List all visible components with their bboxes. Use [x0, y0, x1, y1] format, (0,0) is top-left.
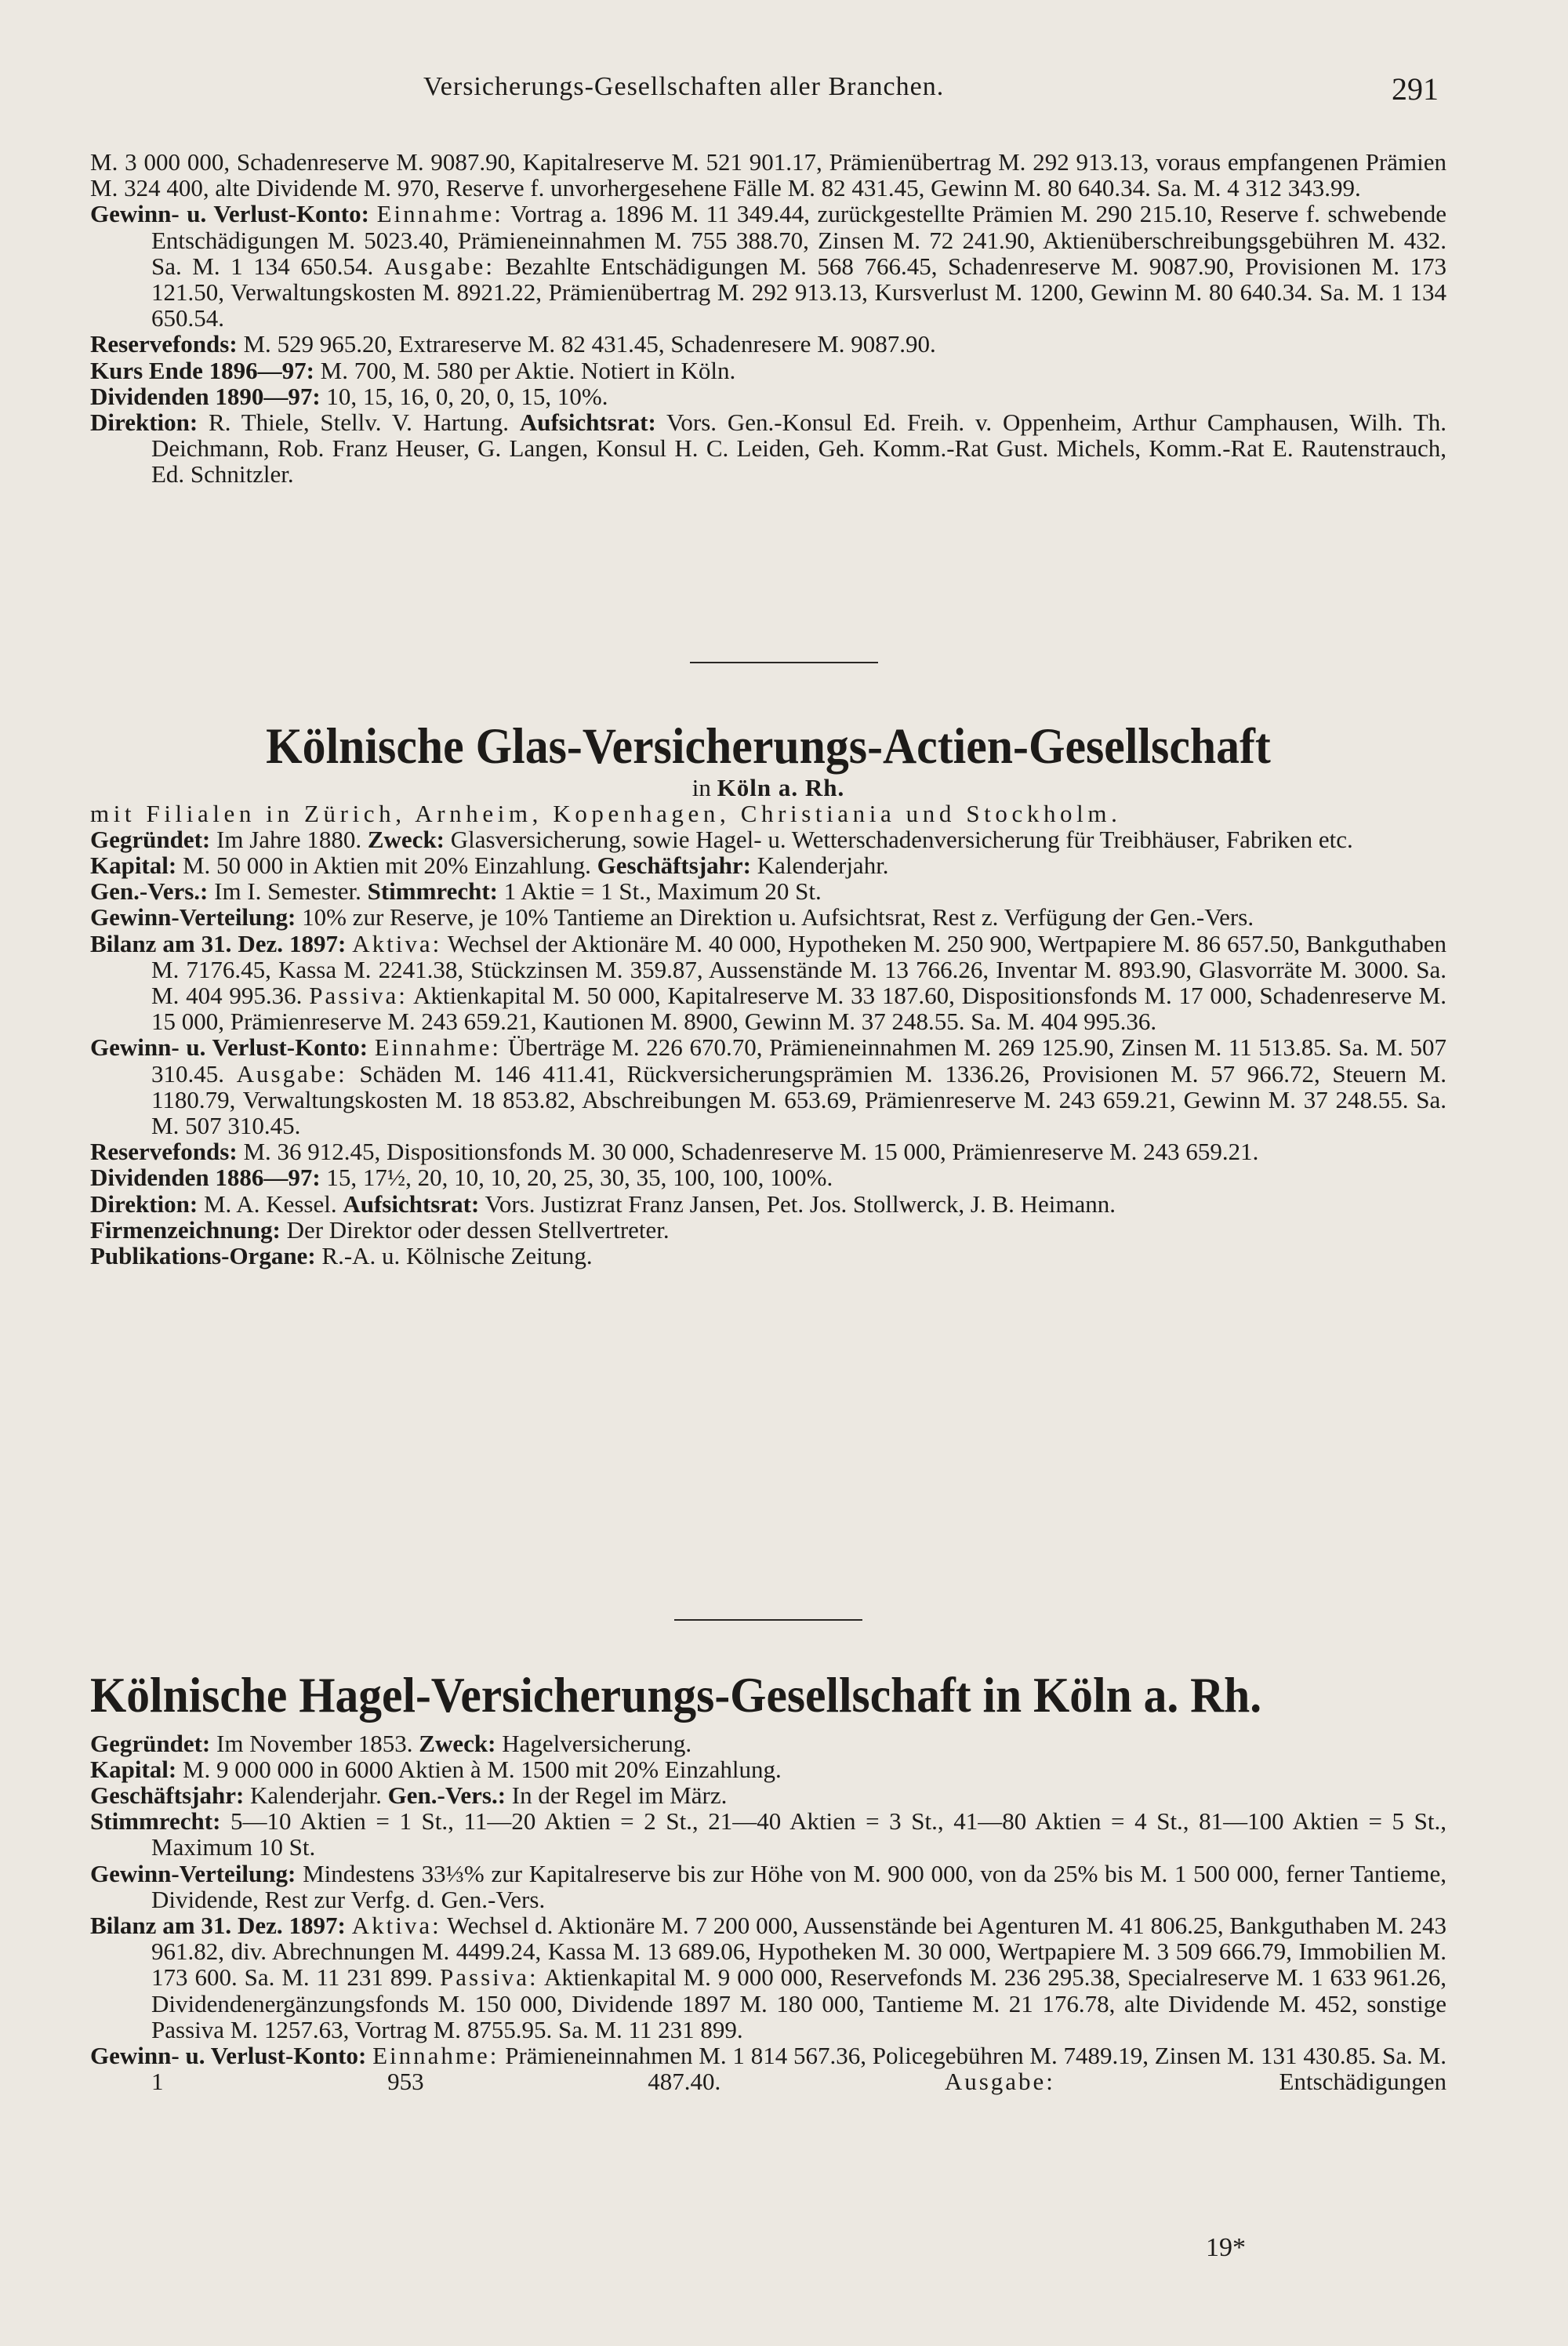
balance-sheet: Bilanz am 31. Dez. 1897: Aktiva: Wechsel d. Aktionäre M. 7 200 000, Aussenstände bei Agenturen M. 41 806.25, Bankguthaben M. 243 961.82, div. Abrechnungen M. 4499.24, Kassa M. 13 689.06, Hypotheken M. 30 000, Wertpapiere M. 3 509 666.79, Immobilien M. 173 600. Sa. M. 11 231 899. Passiva: Aktienkapital M. 9 000 000, Reservefonds M. 236 295.38, Specialreserve M. 1 633 961.26, Dividendenergänzungsfonds M. 150 000, Dividende 1897 M. 180 000, Tantieme M. 21 176.78, alte Dividende M. 452, sonstige Passiva M. 1257.63, Vortrag M. 8755.95. Sa. M. 11 231 899. — [90, 1912, 1446, 2043]
branches: mit Filialen in Zürich, Arnheim, Kopenhagen, Christiania und Stockholm. — [90, 799, 1122, 827]
glas-entry — [90, 717, 1446, 1269]
management: Direktion: R. Thiele, Stellv. V. Hartung. Aufsichtsrat: Vors. Gen.-Konsul Ed. Freih. v. Oppenheim, Arthur Camphausen, Wilh. Th. Deichmann, Rob. Franz Heuser, G. Langen, Konsul H. C. Leiden, Geh. Komm.-Rat Gust. Michels, Komm.-Rat E. Rautenstrauch, Ed. Schnitzler. — [90, 409, 1446, 488]
section-divider — [690, 662, 878, 663]
profit-loss-account: Gewinn- u. Verlust-Konto: Einnahme: Überträge M. 226 670.70, Prämieneinnahmen M. 269 125.90, Zinsen M. 11 513.85. Sa. M. 507 310.45. Ausgabe: Schäden M. 146 411.41, Rückversicherungsprämien M. 1336.26, Provisionen M. 57 966.72, Steuern M. 1180.79, Verwaltungskosten M. 18 853.82, Abschreibungen M. 653.69, Prämienreserve M. 243 659.21, Gewinn M. 37 248.55. Sa. M. 507 310.45. — [90, 1033, 1447, 1139]
reserve-funds: Reservefonds: M. 529 965.20, Extrareserve M. 82 431.45, Schadenresere M. 9087.90. — [90, 330, 936, 358]
running-title: Versicherungs-Gesellschaften aller Branchen. — [423, 72, 945, 101]
profit-distribution: Gewinn-Verteilung: Mindestens 33⅓% zur Kapitalreserve bis zur Höhe von M. 900 000, von da 25% bis M. 1 500 000, ferner Tantieme, Dividende, Rest zur Verfg. d. Gen.-Vers. — [90, 1859, 1447, 1913]
profit-loss-account: Gewinn- u. Verlust-Konto: Einnahme: Vortrag a. 1896 M. 11 349.44, zurückgestellte Prämien M. 290 215.10, Reserve f. schwebende Entschädigungen M. 5023.40, Prämieneinnahmen M. 755 388.70, Zinsen M. 72 241.90, Aktienüberschreibungsgebühren M. 432. Sa. M. 1 134 650.54. Ausgabe: Bezahlte Entschädigungen M. 568 766.45, Schadenreserve M. 9087.90, Provisionen M. 173 121.50, Verwaltungskosten M. 8921.22, Prämienübertrag M. 292 913.13, Kursverlust M. 1200, Gewinn M. 80 640.34. Sa. M. 1 134 650.54. — [90, 200, 1447, 332]
company-title-glas: Kölnische Glas-Versicherungs-Actien-Gesellschaft — [266, 718, 1271, 775]
dividends: Dividenden 1886—97: 15, 17½, 20, 10, 10, 20, 25, 30, 35, 100, 100, 100%. — [90, 1164, 833, 1192]
voting-rights: Stimmrecht: 5—10 Aktien = 1 St., 11—20 Aktien = 2 St., 21—40 Aktien = 3 St., 41—80 Aktien = 4 St., 81—100 Aktien = 5 St., Maximum 10 St. — [90, 1807, 1447, 1861]
profit-loss-account: Gewinn- u. Verlust-Konto: Einnahme: Prämieneinnahmen M. 1 814 567.36, Policegebühren M. 7489.19, Zinsen M. 131 430.85. Sa. M. 1 953 487.40. Ausgabe: Entschädigungen — [90, 2042, 1447, 2096]
section-divider — [674, 1619, 862, 1621]
dividends: Dividenden 1890—97: 10, 15, 16, 0, 20, 0, 15, 10%. — [90, 382, 608, 410]
capital: Kapital: M. 9 000 000 in 6000 Aktien à M. 1500 mit 20% Einzahlung. — [90, 1755, 782, 1783]
management: Direktion: M. A. Kessel. Aufsichtsrat: Vors. Justizrat Franz Jansen, Pet. Jos. Stollwerck, J. B. Heimann. — [90, 1189, 1116, 1218]
publication-organs: Publikations-Organe: R.-A. u. Kölnische Zeitung. — [90, 1242, 593, 1269]
hagel-entry — [90, 1666, 1446, 2094]
balance-continuation: M. 3 000 000, Schadenreserve M. 9087.90, Kapitalreserve M. 521 901.17, Prämienübertrag M. 292 913.13, voraus empfangenen Prämien M. 324 400, alte Dividende M. 970, Reserve f. unvorhergesehene Fälle M. 82 431.45, Gewinn M. 80 640.34. Sa. M. 4 312 343.99. — [90, 148, 1446, 202]
founded-purpose: Gegründet: Im Jahre 1880. Zweck: Glasversicherung, sowie Hagel- u. Wetterschadenversicherung für Treibhäuser, Fabriken etc. — [90, 825, 1353, 853]
capital: Kapital: M. 50 000 in Aktien mit 20% Einzahlung. Geschäftsjahr: Kalenderjahr. — [90, 851, 889, 879]
reserve-funds: Reservefonds: M. 36 912.45, Dispositionsfonds M. 30 000, Schadenreserve M. 15 000, Prämienreserve M. 243 659.21. — [90, 1138, 1259, 1166]
signature-mark: 19* — [1206, 2233, 1246, 2262]
founded-purpose: Gegründet: Im November 1853. Zweck: Hagelversicherung. — [90, 1729, 692, 1757]
page-number: 291 — [1392, 71, 1439, 107]
share-price: Kurs Ende 1896—97: M. 700, M. 580 per Aktie. Notiert in Köln. — [90, 356, 736, 384]
company-title-hagel: Kölnische Hagel-Versicherungs-Gesellschaft in Köln a. Rh. — [90, 1667, 1262, 1723]
profit-distribution: Gewinn-Verteilung: 10% zur Reserve, je 10% Tantieme an Direktion u. Aufsichtsrat, Rest z. Verfügung der Gen.-Vers. — [90, 903, 1254, 932]
fiscal-year: Geschäftsjahr: Kalenderjahr. Gen.-Vers.: In der Regel im März. — [90, 1781, 728, 1809]
signatory: Firmenzeichnung: Der Direktor oder dessen Stellvertreter. — [90, 1215, 670, 1244]
previous-entry — [90, 149, 1446, 488]
page-header — [0, 72, 1568, 119]
company-location: in Köln a. Rh. — [691, 773, 845, 801]
general-meeting: Gen.-Vers.: Im I. Semester. Stimmrecht: 1 Aktie = 1 St., Maximum 20 St. — [90, 877, 822, 906]
balance-sheet: Bilanz am 31. Dez. 1897: Aktiva: Wechsel der Aktionäre M. 40 000, Hypotheken M. 250 900, Wertpapiere M. 86 657.50, Bankguthaben M. 7176.45, Kassa M. 2241.38, Stückzinsen M. 359.87, Aussenstände M. 13 766.26, Inventar M. 893.90, Glasvorräte M. 3000. Sa. M. 404 995.36. Passiva: Aktienkapital M. 50 000, Kapitalreserve M. 33 187.60, Dispositionsfonds M. 17 000, Schadenreserve M. 15 000, Prämienreserve M. 243 659.21, Kautionen M. 8900, Gewinn M. 37 248.55. Sa. M. 404 995.36. — [90, 929, 1446, 1036]
